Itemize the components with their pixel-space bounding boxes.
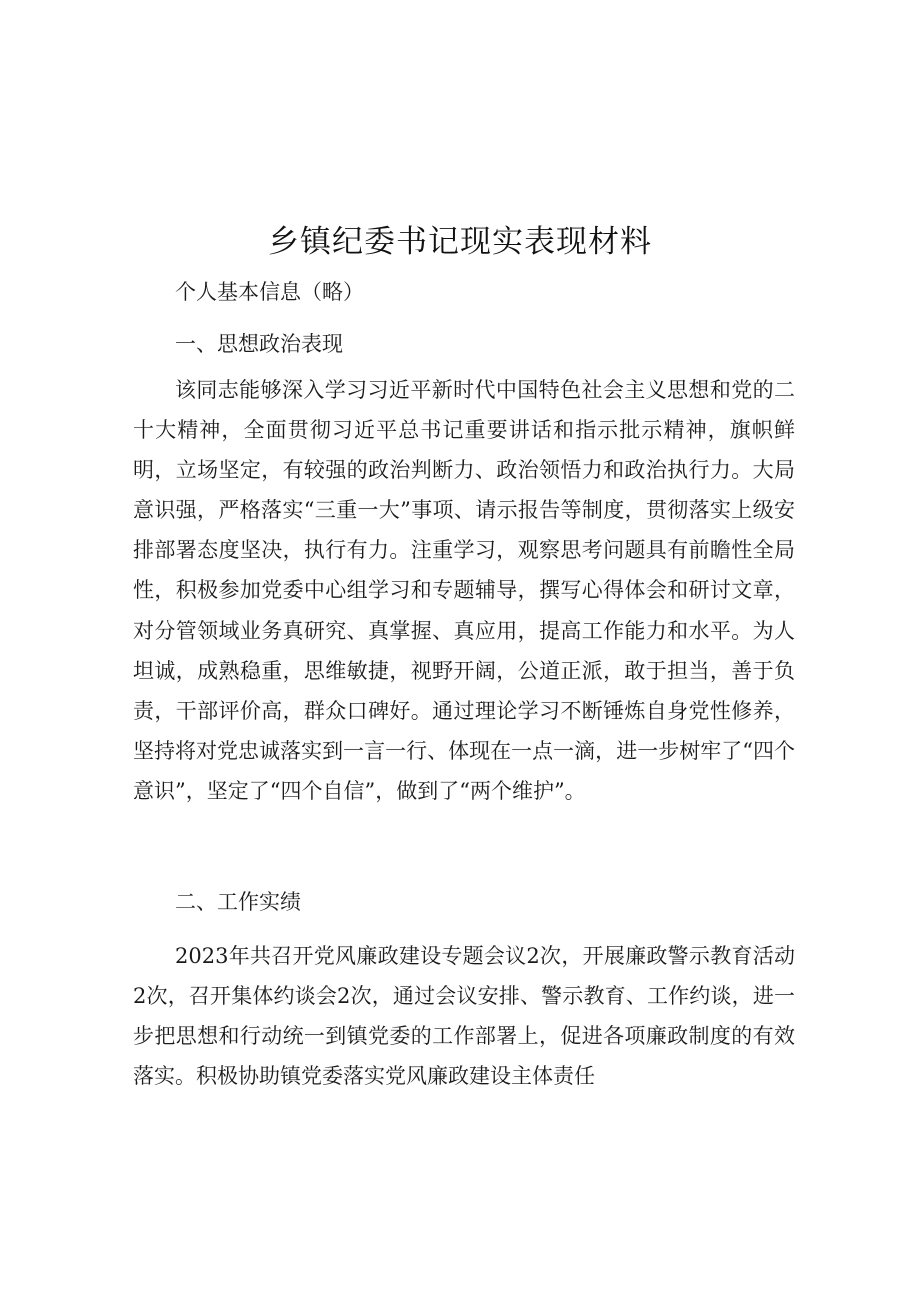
document-title: 乡镇纪委书记现实表现材料: [268, 224, 652, 260]
basic-info-line: 个人基本信息（略）: [175, 280, 364, 304]
paragraph-political-performance: 该同志能够深入学习习近平新时代中国特色社会主义思想和党的二十大精神，全面贯彻习近平总书记重要讲话和指示批示精神，旗帜鲜明，立场坚定，有较强的政治判断力、政治领悟力和政治执行力。大局意识强，严格落实“三重一大”事项、请示报告等制度，贯彻落实上级安排部署态度坚决，执行有力。注重学习，观察思考问题具有前瞻性全局性，积极参加党委中心组学习和专题辅导，撰写心得体会和研讨文章，对分管领域业务真研究、真掌握、真应用，提高工作能力和水平。为人坦诚，成熟稳重，思维敏捷，视野开阔，公道正派，敢于担当，善于负责，干部评价高，群众口碑好。通过理论学习不断锤炼自身党性修养，坚持将对党忠诚落实到一言一行、体现在一点一滴，进一步树牢了“四个意识”，坚定了“四个自信”，做到了“两个维护”。: [133, 378, 795, 803]
paragraph-work-achievements: 2023年共召开党风廉政建设专题会议2次，开展廉政警示教育活动2次，召开集体约谈会2次，通过会议安排、警示教育、工作约谈，进一步把思想和行动统一到镇党委的工作部署上，促进各项廉政制度的有效落实。积极协助镇党委落实党风廉政建设主体责任: [133, 944, 795, 1089]
section-heading-achievements: 二、工作实绩: [175, 890, 301, 914]
section-heading-political: 一、思想政治表现: [175, 332, 343, 356]
